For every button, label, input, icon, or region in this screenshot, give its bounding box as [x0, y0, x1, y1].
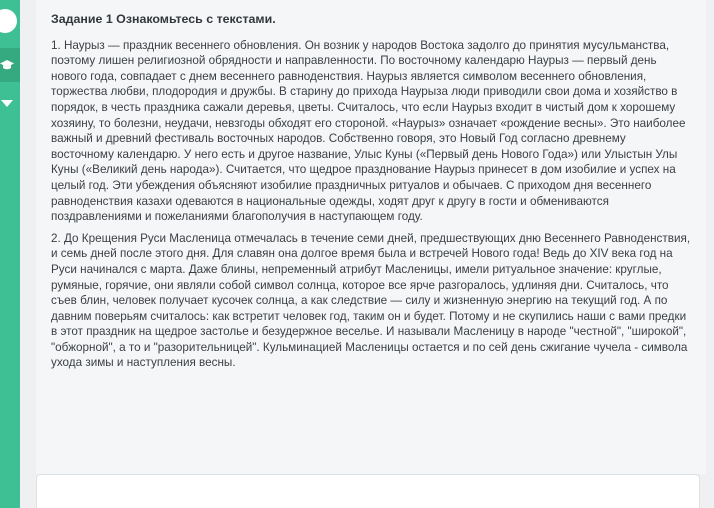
chevron-down-icon	[1, 100, 13, 108]
task-text	[51, 12, 691, 377]
text-paragraph-2: 2. До Крещения Руси Масленица отмечалась в течение семи дней, предшествующих дню Весеннего Равноденствия, и семь дней после этого дня. Для славян она долгое время была и встречей Нового года! Ведь до XIV века год на Руси начинался с марта. Даже блины, непременный атрибут Масленицы, имели ритуальное значение: круглые, румяные, горячие, они являли собой символ солнца, которое все ярче разгоралось, удлиняя дни. Считалось, что съев блин, человек получает кусочек солнца, а как следствие — силу и жизненную энергию на текущий год. А по давним поверьям считалось: как встретит человек год, таким он и будет. Потому и не скупились наши с вами предки в этот праздник на щедрое застолье и безудержное веселье. И называли Масленицу в народе "честной", "широкой", "обжорной", а то и "разорительницей". Кульминацией Масленицы остается и по сей день сжигание чучела - символа ухода зимы и наступления весны.	[51, 231, 691, 370]
task-content-panel	[36, 0, 706, 474]
answer-input-area[interactable]	[36, 474, 700, 508]
sidebar-courses-button[interactable]	[0, 48, 20, 82]
text-paragraph-1: 1. Наурыз — праздник весеннего обновления. Он возник у народов Востока задолго до принятия мусульманства, поэтому лишен религиозной обрядности и направленности. По восточному календарю Наурыз — первый день нового года, совпадает с днем весеннего равноденствия. Наурыз является символом весеннего обновления, торжества любви, плодородия и дружбы. В старину до прихода Наурыза люди приводили свои дома и хозяйство в порядок, в честь праздника сажали деревья, цветы. Считалось, что если Наурыз входит в чистый дом к хорошему хозяину, то болезни, неудачи, невзгоды обходят его стороной. «Наурыз» означает «рождение весны». Это наиболее важный и древний фестиваль восточных народов. Собственно говоря, это Новый Год согласно древнему восточному календарю. У него есть и другое название, Улыс Куны («Первый день Нового Года») или Улыстын Улы Куны («Великий день народа»). Считается, что щедрое празднование Наурыз принесет в дом изобилие и успех на целый год. Эти убеждения объясняют изобилие праздничных ритуалов и обычаев. С приходом дня весеннего равноденствия казахи одеваются в национальные одежды, ходят друг к другу в гости и обмениваются поздравлениями и пожеланиями благополучия в наступающем году.	[51, 38, 686, 224]
sidebar-expand-button[interactable]	[0, 92, 20, 116]
graduation-cap-icon	[0, 59, 14, 71]
task-title: Задание 1 Ознакомьтесь с текстами.	[51, 12, 276, 26]
left-sidebar	[0, 0, 20, 508]
sidebar-avatar-button[interactable]	[0, 8, 20, 34]
avatar-icon	[0, 9, 17, 33]
